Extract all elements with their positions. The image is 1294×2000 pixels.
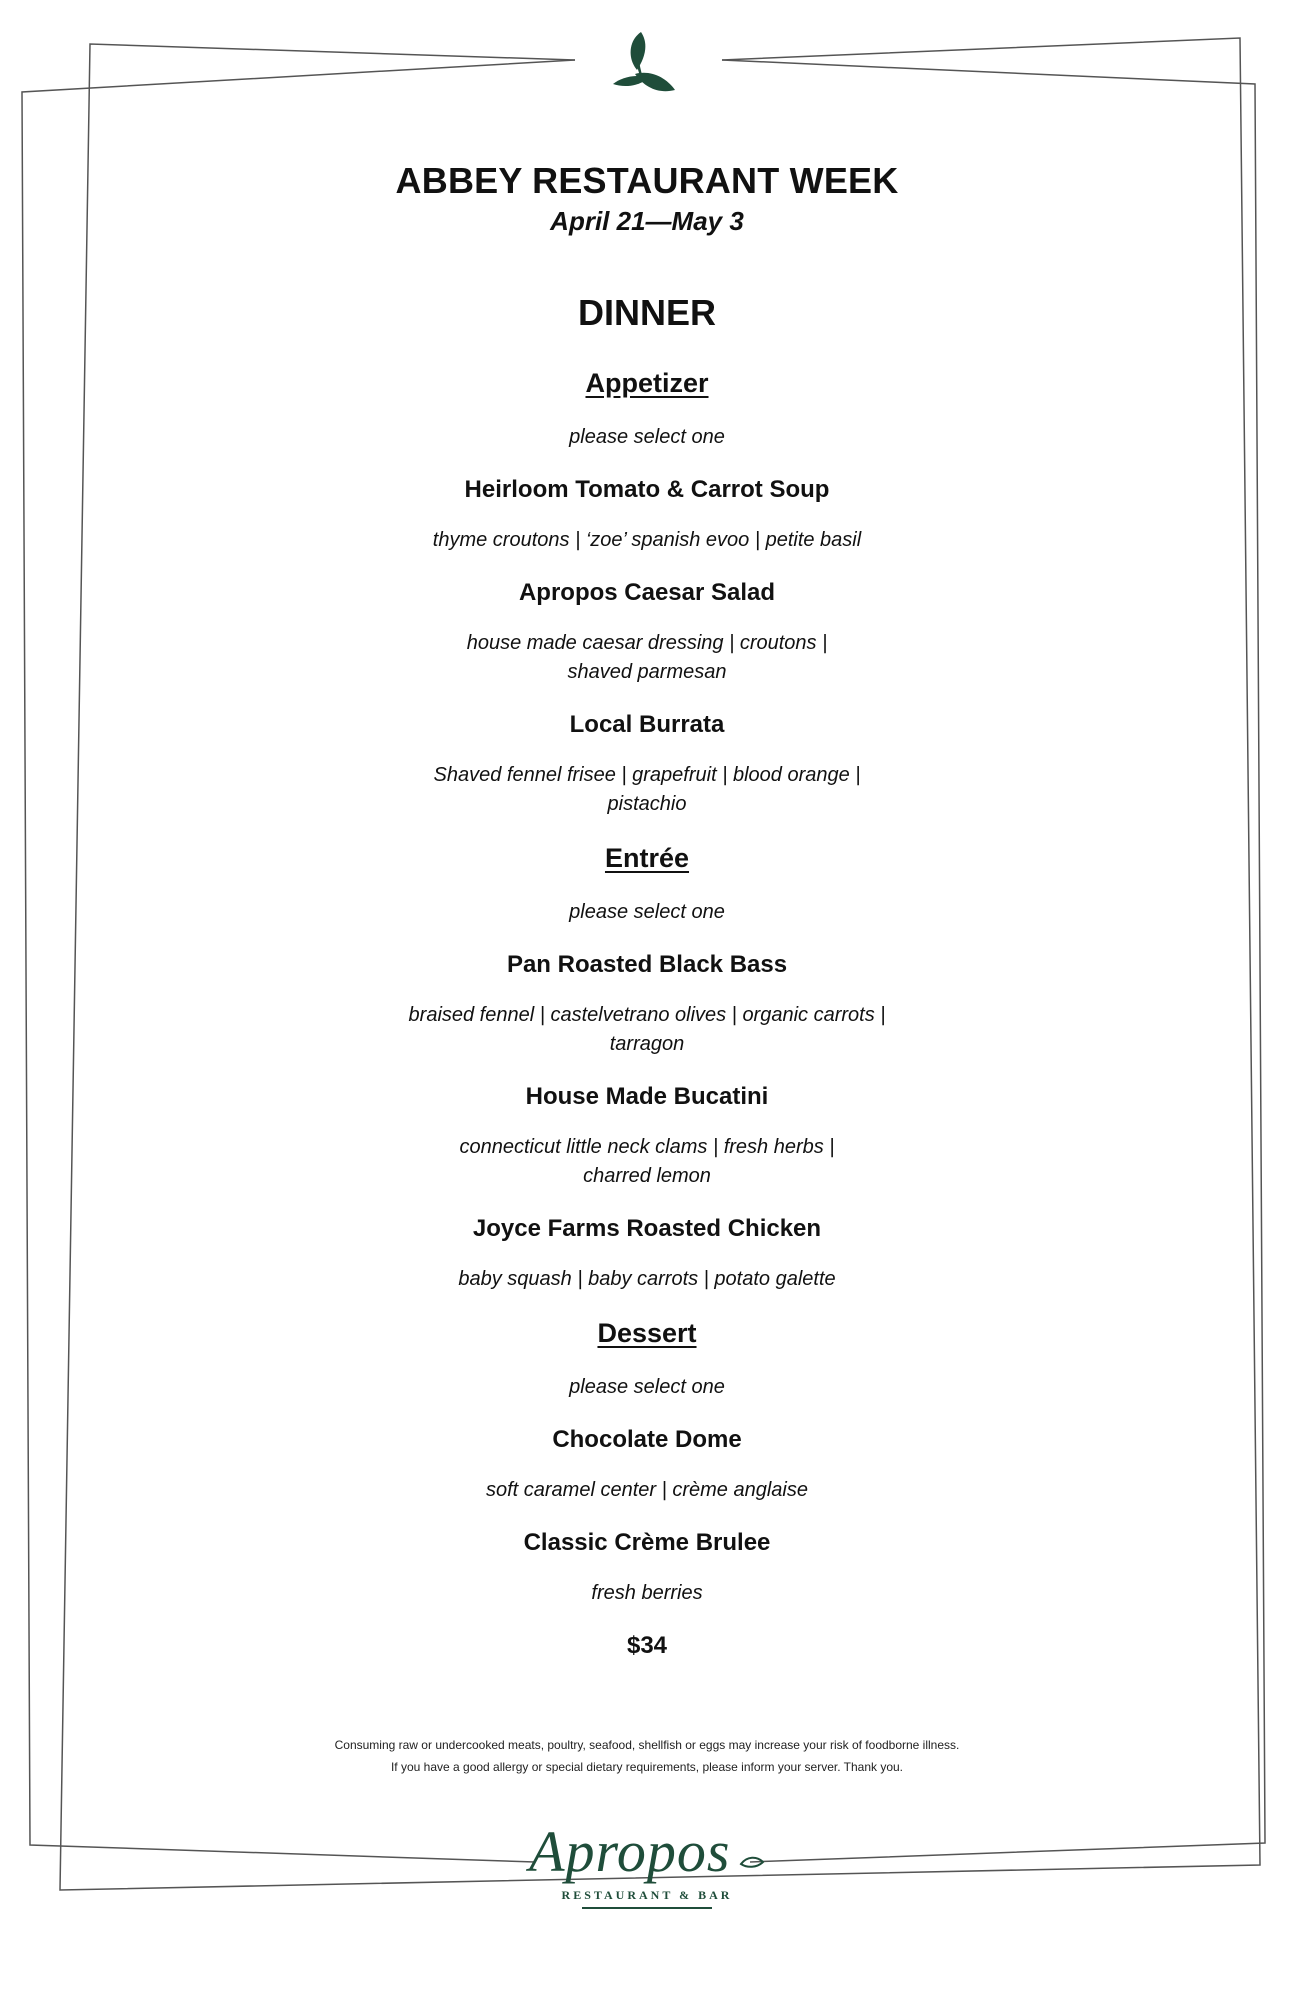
section-instruction: please select one: [569, 426, 725, 448]
section-heading: Entrée: [604, 843, 690, 873]
footer-logo: [0, 1820, 1294, 1909]
event-dates: April 21—May 3: [550, 206, 744, 236]
menu-item-name: Joyce Farms Roasted Chicken: [472, 1215, 822, 1242]
menu-item-name: Heirloom Tomato & Carrot Soup: [464, 476, 830, 503]
page-title: ABBEY RESTAURANT WEEK: [395, 160, 899, 201]
menu-item-name: House Made Bucatini: [525, 1083, 769, 1110]
menu-item-desc: braised fennel | castelvetrano olives | organic carrots | tarragon: [408, 1004, 886, 1055]
brand-name: Apropos: [529, 1819, 731, 1884]
menu-item-name: Local Burrata: [569, 711, 725, 738]
menu-price: $34: [626, 1632, 668, 1659]
brand-tagline: RESTAURANT & BAR: [561, 1888, 733, 1902]
menu-item-desc: soft caramel center | crème anglaise: [485, 1479, 808, 1501]
menu-body: [0, 366, 1294, 1662]
menu-item-desc: Shaved fennel frisee | grapefruit | blood orange | pistachio: [433, 764, 861, 815]
section-heading: Dessert: [597, 1318, 697, 1348]
menu-item-name: Classic Crème Brulee: [523, 1529, 771, 1556]
brand-leaf-icon: [739, 1854, 765, 1879]
menu-item-desc: baby squash | baby carrots | potato galette: [458, 1268, 836, 1290]
menu-item-name: Apropos Caesar Salad: [518, 579, 776, 606]
disclaimer-line: If you have a good allergy or special dietary requirements, please inform your server. Thank you.: [390, 1760, 904, 1774]
brand-underline: [582, 1907, 712, 1909]
section-dessert: [0, 1316, 1294, 1608]
section-instruction: please select one: [569, 901, 725, 923]
section-entree: [0, 841, 1294, 1294]
disclaimer: [0, 1734, 1294, 1778]
disclaimer-line: Consuming raw or undercooked meats, poultry, seafood, shellfish or eggs may increase your risk of foodborne illness.: [334, 1738, 960, 1752]
menu-item-desc: house made caesar dressing | croutons | shaved parmesan: [466, 632, 828, 683]
menu-item-name: Pan Roasted Black Bass: [506, 951, 788, 978]
section-heading: Appetizer: [585, 368, 709, 398]
menu-item-name: Chocolate Dome: [552, 1426, 742, 1453]
section-instruction: please select one: [569, 1376, 725, 1398]
menu-item-desc: fresh berries: [591, 1582, 703, 1604]
meal-heading: DINNER: [577, 292, 716, 333]
menu-item-desc: thyme croutons | ‘zoe’ spanish evoo | petite basil: [432, 529, 862, 551]
section-appetizer: [0, 366, 1294, 819]
menu-item-desc: connecticut little neck clams | fresh herbs | charred lemon: [459, 1136, 835, 1187]
